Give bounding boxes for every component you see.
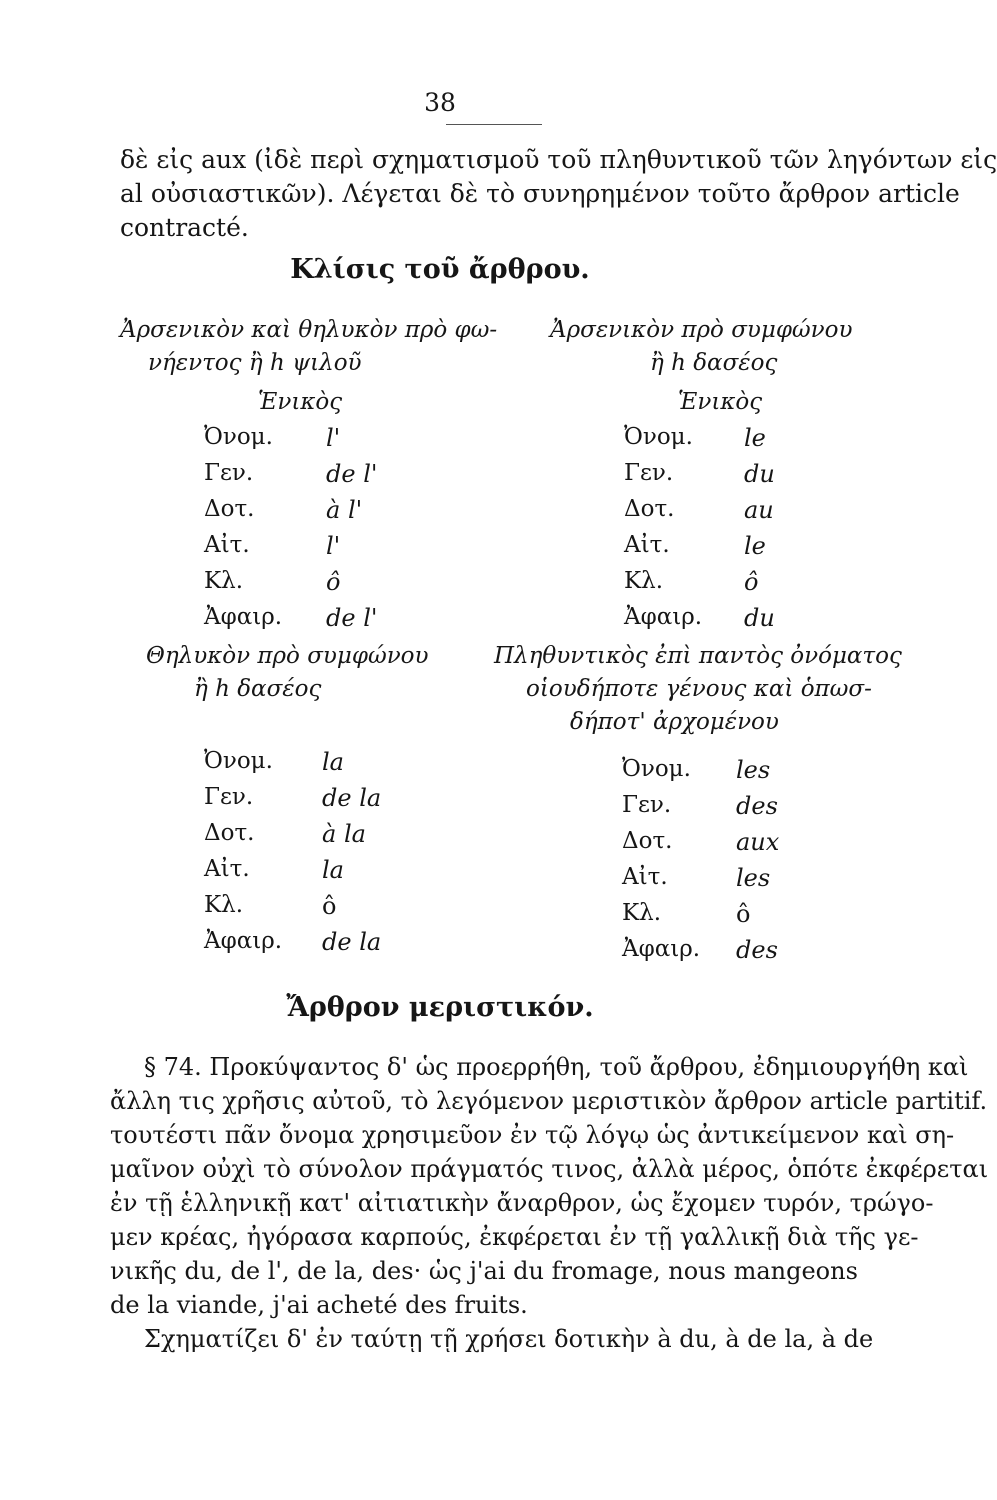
left-top-title [120, 314, 497, 380]
page-number: 38 [424, 88, 456, 117]
article-form: au [744, 496, 774, 524]
case-label: Ἀφαιρ. [622, 936, 701, 962]
article-form: l' [326, 424, 341, 452]
right-bottom-title [494, 640, 902, 739]
case-label: Ὀνομ. [204, 424, 273, 450]
case-label: Δοτ. [204, 496, 255, 522]
article-form: de la [322, 928, 382, 956]
title-line: δήποτ' ἀρχομένου [570, 709, 779, 735]
article-form: de la [322, 784, 382, 812]
declension-heading: Κλίσις τοῦ ἄρθρου. [290, 254, 590, 285]
case-label: Αἰτ. [204, 532, 250, 558]
text-line: contracté. [120, 213, 249, 242]
title-line: ἢ h δασέος [650, 350, 778, 376]
text-line: μαῖνον οὐχὶ τὸ σύνολον πράγματός τινος, ἀλλὰ μέρος, ὁπότε ἐκφέρεται [110, 1155, 989, 1183]
text-line: ἐν τῇ ἑλληνικῇ κατ' αἰτιατικὴν ἄναρθρον, ὡς ἔχομεν τυρόν, τρώγο- [110, 1189, 934, 1217]
case-label: Δοτ. [624, 496, 675, 522]
text-line: al οὐσιαστικῶν). Λέγεται δὲ τὸ συνηρημένον τοῦτο ἄρθρον article [120, 179, 960, 208]
title-line: Πληθυντικὸς ἐπὶ παντὸς ὀνόματος [494, 643, 902, 669]
case-label: Γεν. [204, 460, 254, 486]
article-form: le [744, 424, 766, 452]
title-line: Θηλυκὸν πρὸ συμφώνου [146, 643, 429, 669]
text-line: νικῆς du, de l', de la, des· ὡς j'ai du fromage, nous mangeons [110, 1257, 858, 1285]
text-line: ἄλλη τις χρῆσις αὐτοῦ, τὸ λεγόμενον μεριστικὸν ἄρθρον article partitif. [110, 1087, 988, 1115]
case-label: Γεν. [624, 460, 674, 486]
text-line: τουτέστι πᾶν ὄνομα χρησιμεῦον ἐν τῷ λόγῳ ὡς ἀντικείμενον καὶ ση- [110, 1121, 955, 1149]
case-label: Κλ. [622, 900, 662, 926]
case-label: Γεν. [204, 784, 254, 810]
section-74-paragraph [110, 1050, 989, 1356]
article-form: la [322, 748, 344, 776]
partitive-heading: Ἄρθρον μεριστικόν. [286, 992, 594, 1023]
case-label: Κλ. [204, 892, 244, 918]
article-form: du [744, 604, 775, 632]
right-top-number: Ἑνικὸς [678, 389, 763, 415]
case-label: Δοτ. [204, 820, 255, 846]
case-label: Κλ. [204, 568, 244, 594]
case-label: Ἀφαιρ. [204, 604, 283, 630]
left-top-number: Ἑνικὸς [258, 389, 343, 415]
title-line: νήεντος ἢ h ψιλοῦ [148, 350, 362, 376]
text-line: § 74. Προκύψαντος δ' ὡς προερρήθη, τοῦ ἄρθρου, ἐδημιουργήθη καὶ [144, 1053, 969, 1081]
case-label: Αἰτ. [204, 856, 250, 882]
text-line: de la viande, j'ai acheté des fruits. [110, 1291, 528, 1319]
article-form: les [736, 756, 771, 784]
article-form: l' [326, 532, 341, 560]
case-label: Ὀνομ. [624, 424, 693, 450]
article-form: le [744, 532, 766, 560]
case-label: Ὀνομ. [622, 756, 691, 782]
title-line: οἱουδήποτε γένους καὶ ὁπωσ- [526, 676, 872, 702]
left-bottom-title [146, 640, 429, 706]
article-form: la [322, 856, 344, 884]
title-line: ἢ h δασέος [194, 676, 322, 702]
article-form: du [744, 460, 775, 488]
case-label: Ἀφαιρ. [624, 604, 703, 630]
case-label: Αἰτ. [622, 864, 668, 890]
intro-paragraph [120, 143, 997, 245]
case-label: Ἀφαιρ. [204, 928, 283, 954]
article-form: aux [736, 828, 780, 856]
article-form: ô [322, 892, 337, 920]
article-form: à la [322, 820, 366, 848]
text-line: δὲ εἰς aux (ἰδὲ περὶ σχηματισμοῦ τοῦ πληθυντικοῦ τῶν ληγόντων εἰς [120, 145, 997, 174]
article-form: ô [744, 568, 759, 596]
case-label: Αἰτ. [624, 532, 670, 558]
right-top-title [550, 314, 853, 380]
text-line: Σχηματίζει δ' ἐν ταύτῃ τῇ χρήσει δοτικὴν à du, à de la, à de [144, 1325, 874, 1353]
case-label: Κλ. [624, 568, 664, 594]
title-line: Ἀρσενικὸν καὶ θηλυκὸν πρὸ φω- [120, 317, 498, 343]
article-form: ô [326, 568, 341, 596]
text-line: μεν κρέας, ἠγόρασα καρπούς, ἐκφέρεται ἐν τῇ γαλλικῇ διὰ τῆς γε- [110, 1223, 919, 1251]
article-form: à l' [326, 496, 363, 524]
page-number-rule [446, 124, 542, 125]
article-form: de l' [326, 460, 378, 488]
article-form: de l' [326, 604, 378, 632]
article-form: les [736, 864, 771, 892]
case-label: Δοτ. [622, 828, 673, 854]
case-label: Ὀνομ. [204, 748, 273, 774]
case-label: Γεν. [622, 792, 672, 818]
article-form: ô [736, 900, 751, 928]
title-line: Ἀρσενικὸν πρὸ συμφώνου [550, 317, 853, 343]
article-form: des [736, 936, 778, 964]
article-form: des [736, 792, 778, 820]
